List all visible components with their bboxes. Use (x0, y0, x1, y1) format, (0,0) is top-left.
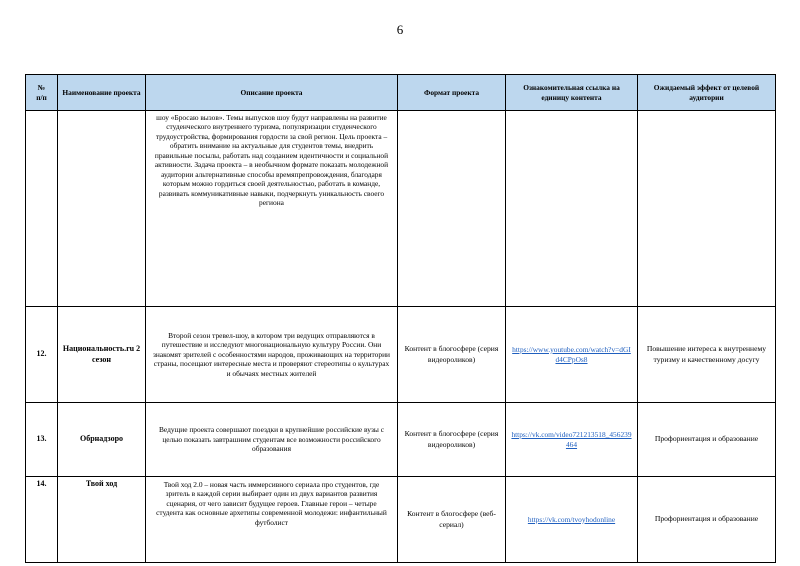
column-header-project-description: Описание проекта (146, 75, 398, 111)
cell-project-description: Второй сезон тревел-шоу, в котором три ведущих отправляются в путешествие и исследуют многонациональную культуру России. Они знакомят зрителей с особенностями народов, проживающих на территории страны, посещают интересные места и проверяют стереотипы о культурах и обычаях местных жителей (146, 307, 398, 403)
cell-row-number (26, 111, 58, 307)
cell-project-name: Национальность.ru 2 сезон (58, 307, 146, 403)
cell-project-format: Контент в блогосфере (веб-сериал) (398, 477, 506, 563)
column-header-project-name: Наименование проекта (58, 75, 146, 111)
content-hyperlink[interactable]: https://vk.com/video721213518_456239464 (511, 429, 632, 449)
cell-row-number: 14. (26, 477, 58, 563)
table-row (26, 111, 776, 307)
cell-expected-effect (638, 111, 776, 307)
projects-table (25, 74, 776, 563)
cell-row-number: 12. (26, 307, 58, 403)
cell-project-format (398, 111, 506, 307)
content-hyperlink[interactable]: https://vk.com/tvoyhodonline (527, 514, 616, 524)
cell-project-format: Контент в блогосфере (серия видеороликов) (398, 403, 506, 477)
cell-row-number: 13. (26, 403, 58, 477)
page-number: 6 (396, 22, 404, 37)
cell-project-description: шоу «Бросаю вызов». Темы выпусков шоу будут направлены на развитие студенческого внутреннего туризма, популяризации студенческого трудоустройства, формирования гордости за свой регион. Цель проекта – обратить внимание на актуальные для студентов темы, внедрить правильные посылы, работать над созданием идентичности и социальной активности. Задача проекта – в необычном формате показать молодежной аудитории альтернативные способы времяпрепровождения, благодаря которым можно гордиться своей деятельностью, работать в команде, развивать коммуникативные навыки, подчеркнуть уникальность своего региона (146, 111, 398, 307)
table-row (26, 403, 776, 477)
cell-project-name (58, 111, 146, 307)
column-header-number-line2: п/п (36, 92, 47, 102)
cell-expected-effect: Повышение интереса к внутреннему туризму и качественному досугу (638, 307, 776, 403)
table-row (26, 477, 776, 563)
cell-project-format: Контент в блогосфере (серия видеороликов) (398, 307, 506, 403)
cell-project-description: Ведущие проекта совершают поездки в крупнейшие российские вузы с целью показать завтрашним студентам все возможности российского образования (146, 403, 398, 477)
table-row (26, 307, 776, 403)
column-header-number (26, 75, 58, 111)
table-header (26, 75, 776, 111)
cell-expected-effect: Профориентация и образование (638, 403, 776, 477)
column-header-project-format: Формат проекта (398, 75, 506, 111)
cell-project-name: Обрнадзоро (58, 403, 146, 477)
column-header-content-link: Ознакомительная ссылка на единицу контента (506, 75, 638, 111)
cell-content-link (506, 403, 638, 477)
table-header-row (26, 75, 776, 111)
cell-content-link (506, 477, 638, 563)
content-hyperlink[interactable]: https://www.youtube.com/watch?v=dGId4CPpOs8 (512, 344, 631, 364)
cell-content-link (506, 307, 638, 403)
column-header-number-line1: № (37, 83, 46, 93)
table-body (26, 111, 776, 563)
cell-expected-effect: Профориентация и образование (638, 477, 776, 563)
column-header-expected-effect: Ожидаемый эффект от целевой аудитории (638, 75, 776, 111)
cell-content-link (506, 111, 638, 307)
cell-project-name: Твой ход (58, 477, 146, 563)
cell-project-description: Твой ход 2.0 – новая часть иммерсивного сериала про студентов, где зритель в каждой серии выбирает один из двух вариантов развития сценария, от чего зависит будущее героев. Главные герои – четыре студента как основные архетипы современной молодежи: инфантильный футболист (146, 477, 398, 563)
